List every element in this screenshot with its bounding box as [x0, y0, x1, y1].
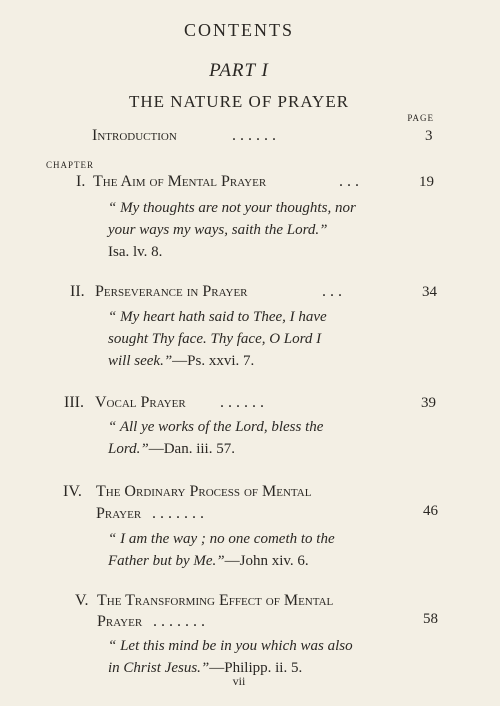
dot-leader: . . . . . .	[220, 394, 264, 411]
page-number: 46	[423, 503, 438, 519]
quote-source: —Ps. xxvi. 7.	[172, 353, 255, 369]
quote-line: “ I am the way ; no one cometh to the	[108, 531, 335, 547]
chapter-title: Perseverance in Prayer	[95, 283, 248, 300]
quote-line: in Christ Jesus.”	[108, 660, 210, 676]
page-title: CONTENTS	[184, 20, 294, 40]
chapter-title-line: The Transforming Effect of Mental	[97, 592, 334, 609]
page-number: 19	[419, 174, 434, 190]
chapter-column-label: CHAPTER	[46, 160, 95, 170]
dot-leader: . . . . . . .	[153, 613, 205, 630]
quote-source: —Dan. iii. 57.	[148, 441, 235, 457]
epigraph-quote	[108, 635, 408, 679]
chapter-numeral: I.	[76, 173, 86, 190]
quote-line: Father but by Me.”	[108, 553, 225, 569]
epigraph-quote	[108, 197, 408, 263]
chapter-title: Vocal Prayer	[95, 394, 186, 411]
quote-source: —John xiv. 6.	[224, 553, 309, 569]
chapter-numeral: III.	[64, 394, 84, 411]
dot-leader: . . .	[322, 283, 342, 300]
epigraph-quote	[108, 416, 408, 460]
epigraph-quote	[108, 528, 408, 572]
section-heading: THE NATURE OF PRAYER	[128, 92, 350, 111]
chapter-title: The Aim of Mental Prayer	[93, 173, 267, 190]
quote-line: “ All ye works of the Lord, bless the	[108, 419, 324, 435]
quote-source: —Philipp. ii. 5.	[209, 660, 303, 676]
page-number: 58	[423, 611, 438, 627]
page-folio: vii	[232, 674, 246, 688]
dot-leader: . . . . . .	[232, 127, 276, 144]
chapter-title-line: The Ordinary Process of Mental	[96, 483, 312, 500]
quote-line: your ways my ways, saith the Lord.”	[108, 222, 328, 238]
quote-line: “ My thoughts are not your thoughts, nor	[108, 200, 356, 216]
quote-line: will seek.”	[108, 353, 173, 369]
page-number: 39	[421, 395, 436, 411]
dot-leader: . . . . . . .	[152, 505, 204, 522]
quote-line: Lord.”	[108, 441, 149, 457]
chapter-title-line: Prayer	[97, 613, 143, 630]
page-column-label: PAGE	[407, 113, 434, 123]
part-heading: PART I	[209, 60, 269, 81]
epigraph-quote	[108, 306, 408, 372]
quote-source: Isa. lv. 8.	[108, 244, 163, 260]
chapter-numeral: V.	[75, 592, 89, 609]
quote-line: “ Let this mind be in you which was also	[108, 638, 353, 654]
chapter-numeral: IV.	[63, 483, 82, 500]
page-number: 34	[422, 284, 437, 300]
entry-title-introduction: Introduction	[92, 127, 177, 144]
quote-line: “ My heart hath said to Thee, I have	[108, 309, 327, 325]
quote-line: sought Thy face. Thy face, O Lord I	[108, 331, 322, 347]
chapter-numeral: II.	[70, 283, 85, 300]
chapter-title-line: Prayer	[96, 505, 142, 522]
page-number: 3	[425, 128, 433, 144]
dot-leader: . . .	[339, 173, 359, 190]
